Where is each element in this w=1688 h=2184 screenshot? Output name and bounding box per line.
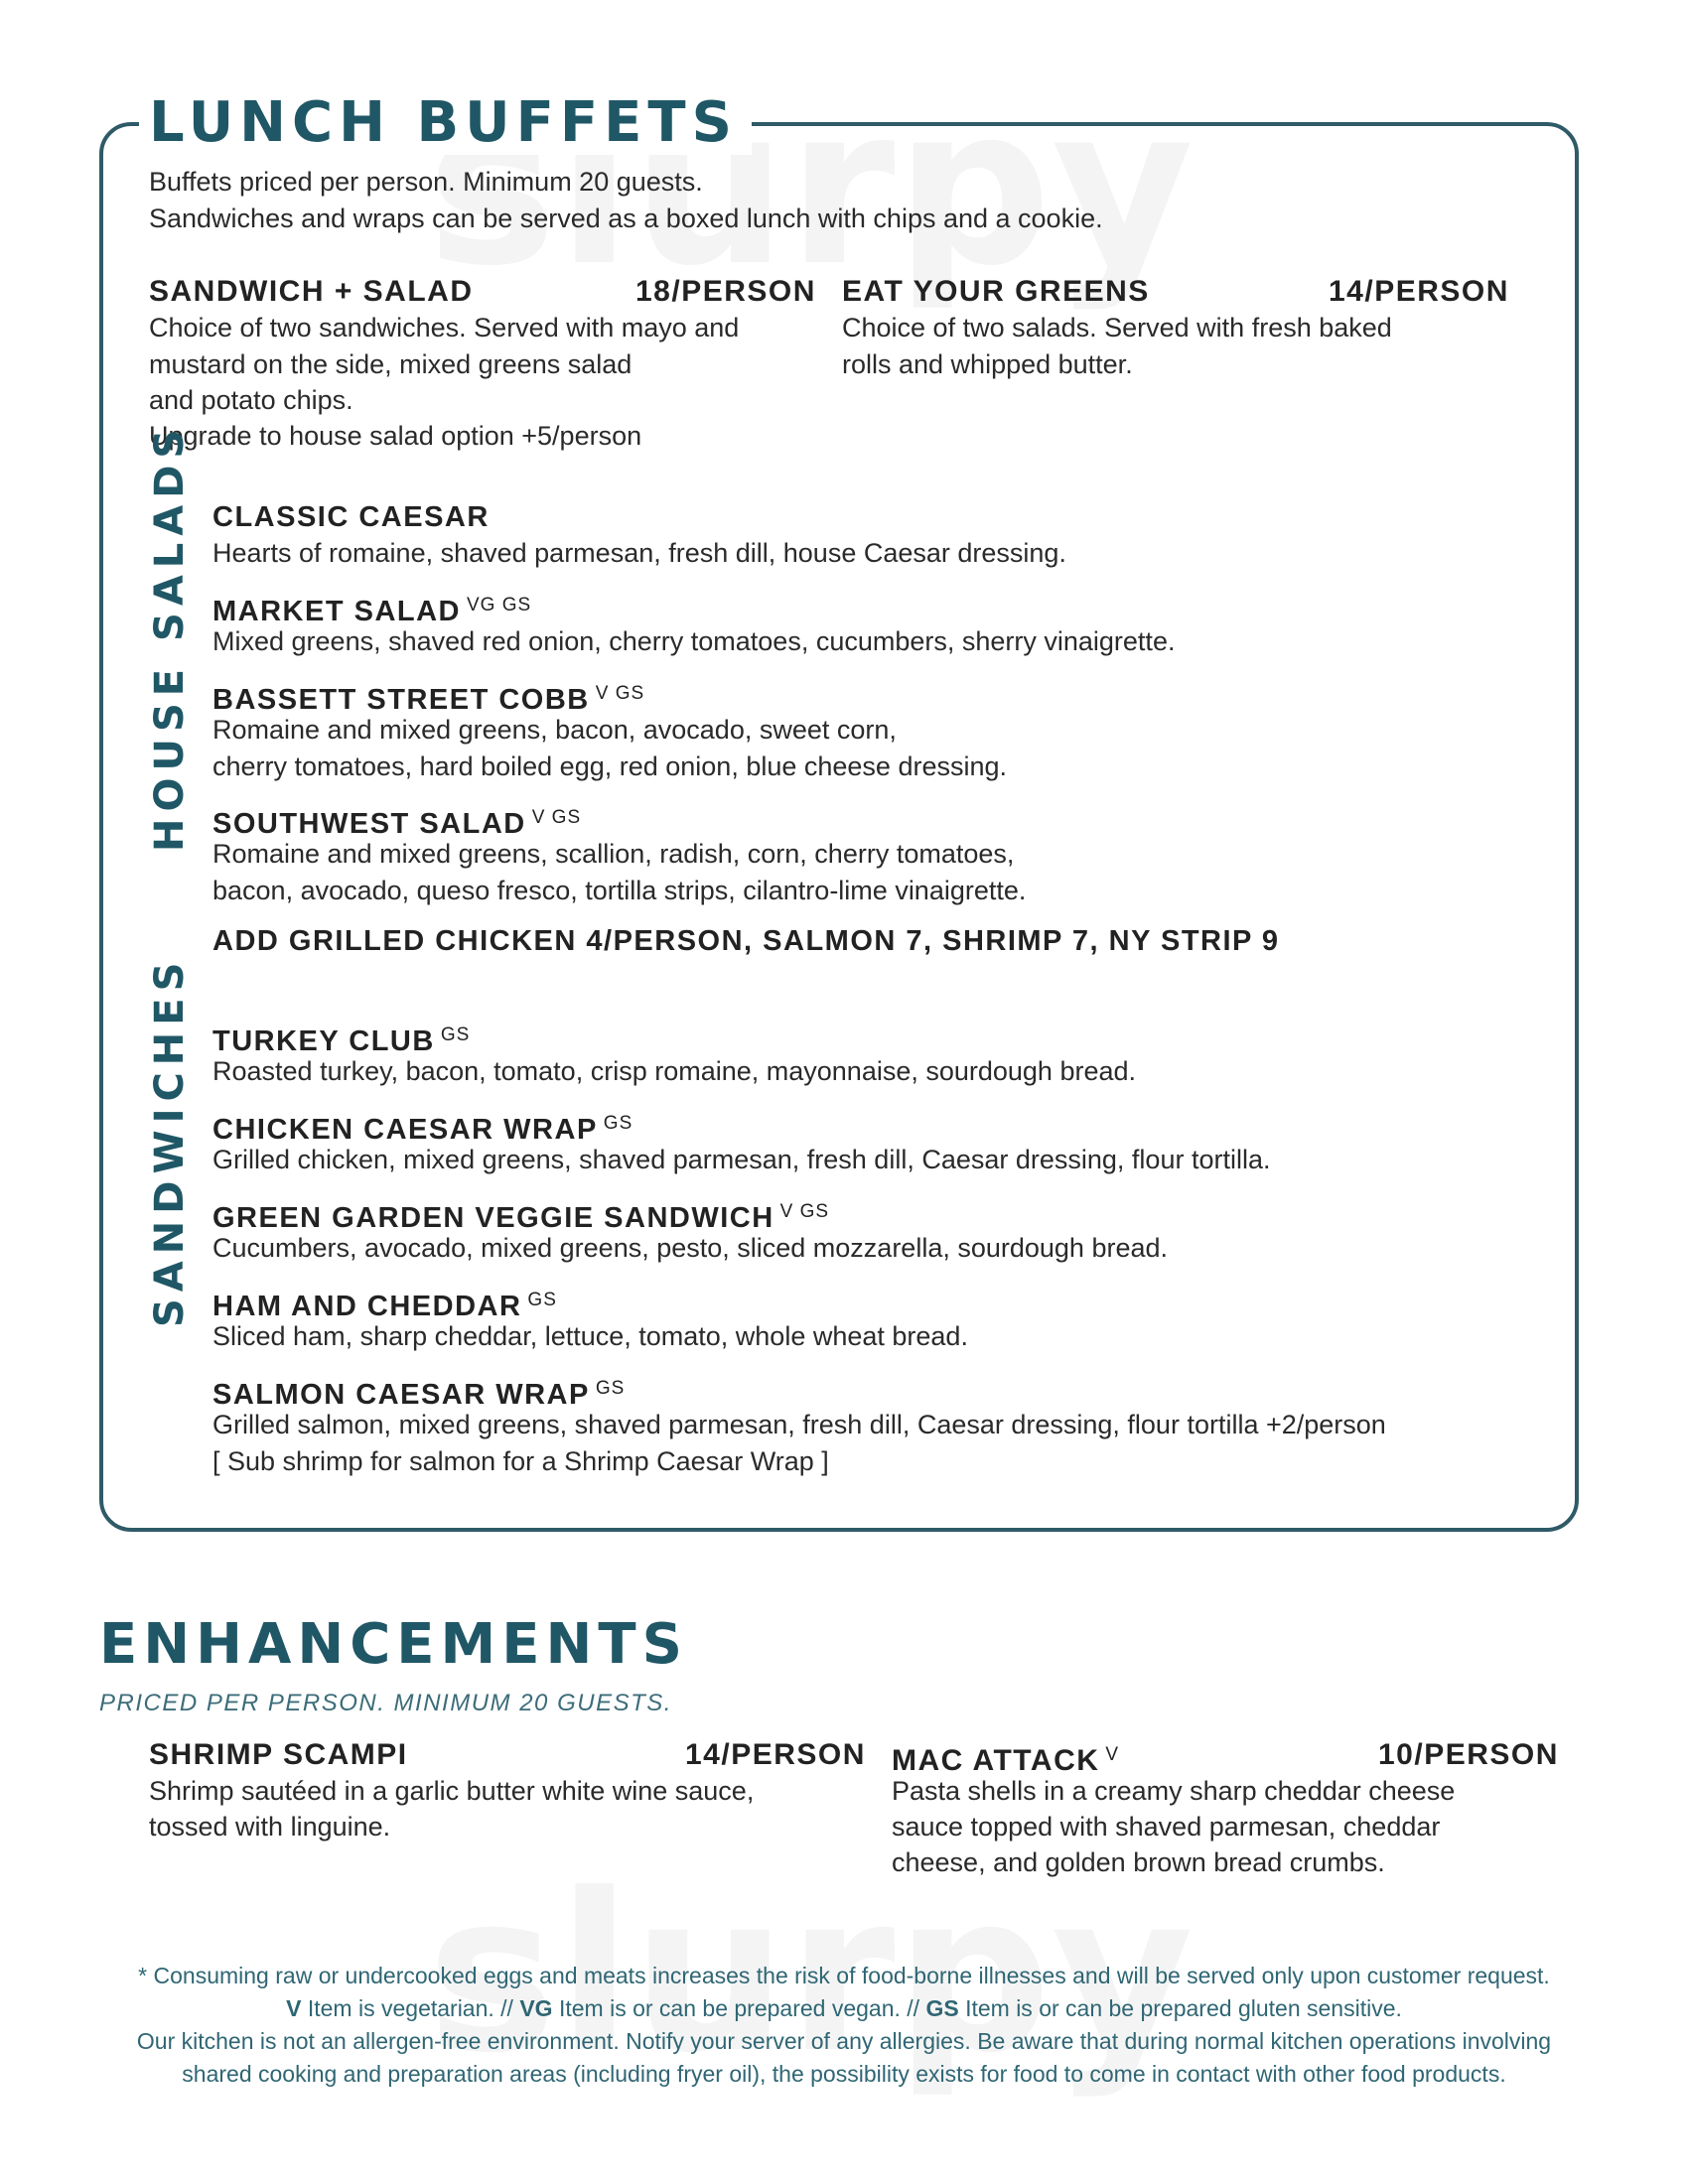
- salad-add-on: ADD GRILLED CHICKEN 4/PERSON, SALMON 7, SHRIMP 7, NY STRIP 9: [212, 925, 1280, 957]
- legend-code: GS: [925, 1995, 959, 2021]
- salad-item-desc: Romaine and mixed greens, bacon, avocado, sweet corn,: [212, 715, 897, 745]
- enhancement-desc: Shrimp sautéed in a garlic butter white wine sauce,: [149, 1776, 755, 1806]
- lunch-intro-line: Sandwiches and wraps can be served as a boxed lunch with chips and a cookie.: [149, 204, 1103, 233]
- enhancement-price: 10/PERSON: [1378, 1738, 1559, 1771]
- enhancement-desc: sauce topped with shaved parmesan, cheddar: [892, 1812, 1441, 1842]
- diet-tag: GS: [527, 1290, 557, 1310]
- legend-text: Item is or can be prepared vegan. //: [552, 1995, 926, 2021]
- sandwich-salad-price: 18/PERSON: [635, 275, 816, 308]
- eat-your-greens-desc: rolls and whipped butter.: [842, 349, 1133, 379]
- legend-text: Item is vegetarian. //: [301, 1995, 520, 2021]
- sandwich-item-desc: Cucumbers, avocado, mixed greens, pesto, sliced mozzarella, sourdough bread.: [212, 1233, 1169, 1263]
- salad-item-desc: cherry tomatoes, hard boiled egg, red onion, blue cheese dressing.: [212, 751, 1007, 781]
- diet-tag: V GS: [595, 683, 645, 704]
- salad-item-name: CLASSIC CAESAR: [212, 501, 490, 533]
- diet-tag: V GS: [779, 1201, 830, 1222]
- sandwich-salad-desc: mustard on the side, mixed greens salad: [149, 349, 633, 379]
- diet-tag: VG GS: [467, 595, 532, 615]
- legend-text: Item is or can be prepared gluten sensitive.: [958, 1995, 1402, 2021]
- footer-allergen-notice: shared cooking and preparation areas (including fryer oil), the possibility exists for food to come in contact with other food products.: [182, 2061, 1506, 2087]
- sandwich-item-name: GREEN GARDEN VEGGIE SANDWICH $^{V GS}$: [212, 1201, 830, 1234]
- diet-tag: V GS: [531, 807, 582, 828]
- enhancement-desc: tossed with linguine.: [149, 1812, 391, 1842]
- sandwich-item-desc: Grilled salmon, mixed greens, shaved parmesan, fresh dill, Caesar dressing, flour tortilla +2/person: [212, 1410, 1386, 1439]
- sandwich-item-name: TURKEY CLUB $^{GS}$: [212, 1024, 471, 1057]
- sandwich-item-name: HAM AND CHEDDAR $^{GS}$: [212, 1290, 557, 1322]
- diet-tag: GS: [440, 1024, 471, 1045]
- enhancements-title: ENHANCEMENTS: [99, 1612, 688, 1677]
- lunch-buffets-title: LUNCH BUFFETS: [139, 91, 752, 155]
- salad-item-desc: Mixed greens, shaved red onion, cherry tomatoes, cucumbers, sherry vinaigrette.: [212, 626, 1176, 656]
- sandwich-salad-name: SANDWICH + SALAD: [149, 275, 474, 308]
- lunch-intro-line: Buffets priced per person. Minimum 20 guests.: [149, 167, 703, 197]
- salad-item-desc: Romaine and mixed greens, scallion, radish, corn, cherry tomatoes,: [212, 839, 1015, 869]
- diet-tag: GS: [603, 1113, 633, 1134]
- sandwich-item-desc: Grilled chicken, mixed greens, shaved parmesan, fresh dill, Caesar dressing, flour tortilla.: [212, 1145, 1271, 1174]
- eat-your-greens-name: EAT YOUR GREENS: [842, 275, 1150, 308]
- enhancement-price: 14/PERSON: [685, 1738, 866, 1771]
- sandwiches-label: SANDWICHES: [147, 955, 193, 1327]
- diet-tag: V: [1105, 1744, 1120, 1765]
- diet-tag: GS: [595, 1378, 626, 1399]
- sandwich-item-name: CHICKEN CAESAR WRAP $^{GS}$: [212, 1113, 633, 1146]
- eat-your-greens-desc: Choice of two salads. Served with fresh baked: [842, 313, 1392, 342]
- sandwich-item-name: SALMON CAESAR WRAP $^{GS}$: [212, 1378, 626, 1411]
- footer-health-warning: * Consuming raw or undercooked eggs and meats increases the risk of food-borne illnesses and will be served only upon customer request.: [138, 1963, 1550, 1988]
- salad-item-desc: Hearts of romaine, shaved parmesan, fresh dill, house Caesar dressing.: [212, 538, 1066, 568]
- legend-code: V: [286, 1995, 302, 2021]
- sandwich-salad-desc: Upgrade to house salad option +5/person: [149, 421, 642, 451]
- enhancement-name: SHRIMP SCAMPI: [149, 1738, 408, 1771]
- sandwich-item-desc: [ Sub shrimp for salmon for a Shrimp Caesar Wrap ]: [212, 1446, 829, 1476]
- footer-allergen-notice: Our kitchen is not an allergen-free environment. Notify your server of any allergies. Be aware that during normal kitchen operations involving: [136, 2028, 1552, 2054]
- sandwich-item-desc: Sliced ham, sharp cheddar, lettuce, tomato, whole wheat bread.: [212, 1321, 968, 1351]
- enhancement-desc: Pasta shells in a creamy sharp cheddar cheese: [892, 1776, 1456, 1806]
- footer-diet-legend: [0, 1992, 1688, 2025]
- eat-your-greens-price: 14/PERSON: [1329, 275, 1509, 308]
- salad-item-name: MARKET SALAD $^{VG GS}$: [212, 595, 532, 627]
- sandwich-item-desc: Roasted turkey, bacon, tomato, crisp romaine, mayonnaise, sourdough bread.: [212, 1056, 1137, 1086]
- salad-item-name: BASSETT STREET COBB $^{V GS}$: [212, 683, 645, 716]
- legend-code: VG: [519, 1995, 553, 2021]
- salad-item-name: SOUTHWEST SALAD $^{V GS}$: [212, 807, 582, 840]
- enhancements-subtitle: PRICED PER PERSON. MINIMUM 20 GUESTS.: [99, 1690, 672, 1716]
- salad-item-desc: bacon, avocado, queso fresco, tortilla strips, cilantro-lime vinaigrette.: [212, 876, 1027, 905]
- house-salads-label: HOUSE SALADS: [147, 422, 193, 852]
- enhancement-desc: cheese, and golden brown bread crumbs.: [892, 1847, 1385, 1877]
- enhancement-name: MAC ATTACK $^V$: [892, 1744, 1120, 1777]
- sandwich-salad-desc: and potato chips.: [149, 385, 353, 415]
- sandwich-salad-desc: Choice of two sandwiches. Served with mayo and: [149, 313, 740, 342]
